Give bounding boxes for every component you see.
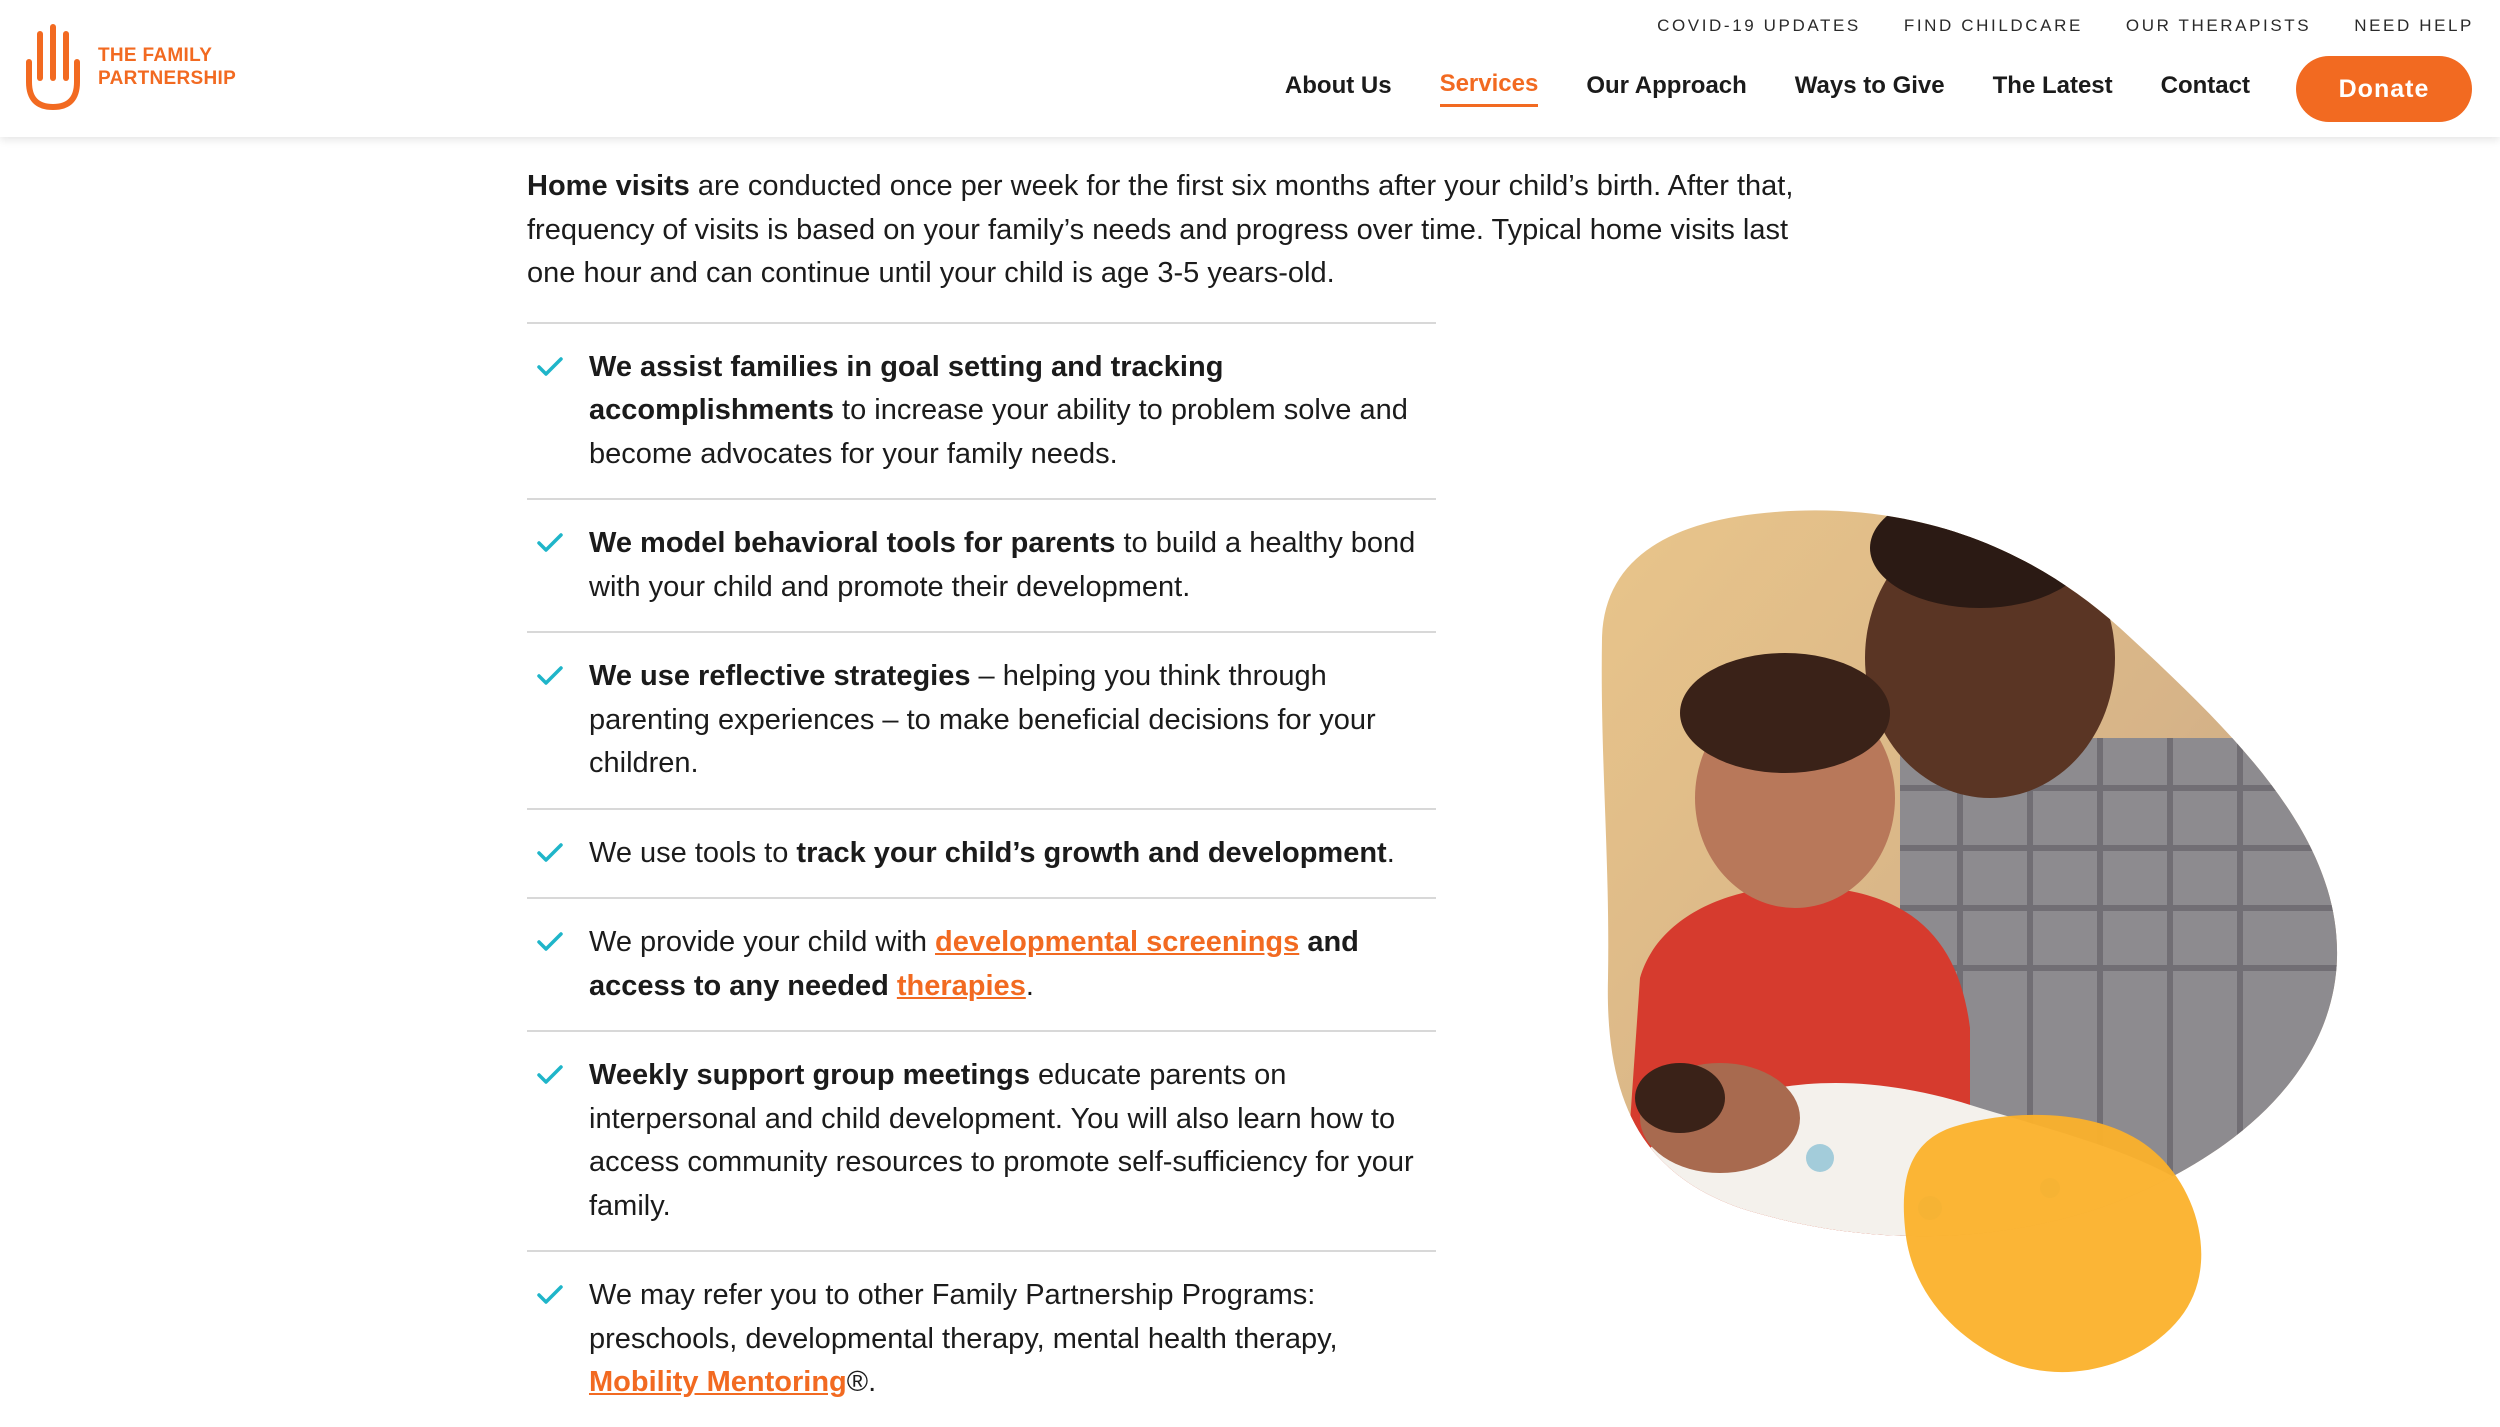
list-item: [527, 1252, 1436, 1427]
utility-link-childcare[interactable]: FIND CHILDCARE: [1903, 16, 2083, 35]
nav-our-approach[interactable]: Our Approach: [1586, 71, 1747, 99]
utility-link-help[interactable]: NEED HELP: [2354, 16, 2474, 35]
therapies-link[interactable]: therapies: [896, 969, 1026, 1002]
checkmark-icon: [537, 666, 563, 686]
item-text-pre: We may refer you to other Family Partnership Programs: preschools, developmental therapy, mental health therapy,: [589, 1279, 1338, 1355]
list-item: [527, 810, 1436, 900]
nav-ways-to-give[interactable]: Ways to Give: [1794, 71, 1945, 99]
item-bold: and access to any needed: [589, 926, 1359, 1002]
nav-services[interactable]: Services: [1440, 70, 1539, 107]
item-text-post: .: [1025, 969, 1034, 1002]
item-text-post: .: [1386, 836, 1395, 869]
mobility-mentoring-link[interactable]: Mobility Mentoring: [589, 1366, 847, 1398]
main-nav: [1237, 70, 2250, 107]
nav-the-latest[interactable]: The Latest: [1992, 71, 2113, 99]
item-text: – helping you think through parenting experiences – to make beneficial decisions for your children.: [589, 660, 1376, 779]
intro-text: are conducted once per week for the first six months after your child’s birth. After that, frequency of visits is based on your family’s needs and progress over time. Typical home visits last one hour and can continue until your child is age 3-5 years-old.: [527, 170, 1794, 289]
services-checklist: [527, 322, 1436, 1427]
item-text-post: ®.: [846, 1366, 877, 1398]
list-item: [527, 1032, 1436, 1252]
utility-link-therapists[interactable]: OUR THERAPISTS: [2125, 16, 2312, 35]
checkmark-icon: [537, 932, 563, 952]
utility-link-covid[interactable]: COVID-19 UPDATES: [1657, 16, 1861, 35]
brand-line-1: THE FAMILY: [98, 45, 213, 66]
donate-button[interactable]: Donate: [2296, 56, 2472, 122]
item-bold: We model behavioral tools for parents: [589, 527, 1116, 559]
site-logo[interactable]: [24, 22, 236, 112]
raised-hand-icon: [24, 22, 82, 112]
item-bold: We assist families in goal setting and tracking accomplishments: [589, 350, 1224, 426]
list-item: [527, 899, 1436, 1032]
list-item: [527, 633, 1436, 810]
item-bold: We use reflective strategies: [589, 660, 971, 692]
checkmark-icon: [537, 357, 563, 377]
developmental-screenings-link[interactable]: developmental screenings: [935, 926, 1300, 958]
list-item: [527, 324, 1436, 501]
item-text: to build a healthy bond with your child and promote their development.: [589, 527, 1416, 603]
home-visits-intro: [527, 165, 1817, 296]
checkmark-icon: [537, 533, 563, 553]
family-photo: [1600, 508, 2340, 1378]
intro-bold: Home visits: [527, 170, 690, 202]
checkmark-icon: [537, 843, 563, 863]
item-bold: Weekly support group meetings: [589, 1059, 1030, 1091]
brand-name: [98, 44, 236, 90]
nav-contact[interactable]: Contact: [2160, 71, 2250, 99]
nav-about-us[interactable]: About Us: [1284, 71, 1392, 99]
item-text: educate parents on interpersonal and child development. You will also learn how to access community resources to promote self-sufficiency for your family.: [589, 1059, 1414, 1222]
site-header: [0, 0, 2500, 137]
item-text-pre: We use tools to: [589, 836, 797, 869]
utility-nav: [1614, 16, 2474, 36]
item-bold: track your child’s growth and development: [796, 836, 1387, 869]
list-item: [527, 500, 1436, 633]
checkmark-icon: [537, 1285, 563, 1305]
item-text: to increase your ability to problem solve and become advocates for your family needs.: [589, 394, 1408, 470]
checkmark-icon: [537, 1065, 563, 1085]
brand-line-2: PARTNERSHIP: [98, 68, 237, 89]
item-text-pre: We provide your child with: [589, 926, 936, 958]
